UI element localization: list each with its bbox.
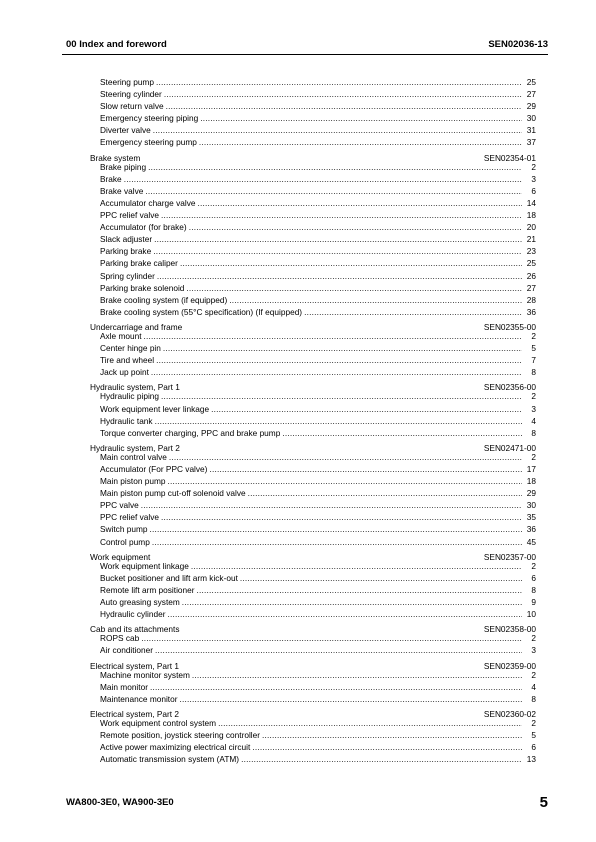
toc-dot-leader bbox=[182, 596, 522, 608]
toc-dot-leader bbox=[152, 536, 522, 548]
toc-section-title: Work equipment bbox=[90, 551, 151, 562]
toc-page-number: 29 bbox=[526, 488, 536, 499]
toc-dot-leader bbox=[229, 294, 522, 306]
toc-item-row bbox=[90, 342, 536, 354]
toc-item-row bbox=[90, 669, 536, 681]
toc-item-row bbox=[90, 632, 536, 644]
toc-page-number: 8 bbox=[531, 427, 536, 438]
toc-item-row bbox=[90, 475, 536, 487]
toc-page-number: 8 bbox=[531, 584, 536, 595]
toc-section-row bbox=[90, 149, 536, 161]
toc-dot-leader bbox=[184, 318, 482, 330]
toc-dot-leader bbox=[197, 197, 522, 209]
toc-dot-leader bbox=[161, 511, 522, 523]
toc-dot-leader bbox=[166, 100, 522, 112]
toc-item-title: Axle mount bbox=[100, 330, 142, 341]
toc-section-code: SEN02354-01 bbox=[483, 152, 536, 163]
toc-item-title: Emergency steering pump bbox=[100, 137, 197, 148]
toc-page-number: 2 bbox=[531, 560, 536, 571]
toc-page-number: 8 bbox=[531, 367, 536, 378]
toc-item-title: Active power maximizing electrical circuit bbox=[100, 742, 251, 753]
header-document-code: SEN02036-13 bbox=[488, 39, 548, 50]
toc-item-title: PPC relief valve bbox=[100, 512, 160, 523]
toc-page-number: 2 bbox=[531, 451, 536, 462]
toc-item-title: Brake piping bbox=[100, 161, 147, 172]
toc-section-row bbox=[90, 378, 536, 393]
toc-item-title: Remote lift arm positioner bbox=[100, 584, 195, 595]
toc-item-title: Diverter valve bbox=[100, 125, 151, 136]
toc-item-row bbox=[90, 596, 536, 608]
toc-dot-leader bbox=[168, 475, 523, 487]
toc-item-title: Brake bbox=[100, 173, 122, 184]
toc-dot-leader bbox=[199, 136, 522, 148]
toc-item-row bbox=[90, 511, 536, 523]
toc-dot-leader bbox=[154, 233, 522, 245]
toc-page-number: 13 bbox=[526, 754, 536, 765]
toc-dot-leader bbox=[164, 88, 522, 100]
toc-dot-leader bbox=[304, 306, 522, 318]
table-of-contents bbox=[90, 76, 536, 765]
toc-page-number: 20 bbox=[526, 222, 536, 233]
toc-item-title: Hydraulic piping bbox=[100, 391, 160, 402]
toc-dot-leader bbox=[155, 415, 522, 427]
toc-dot-leader bbox=[191, 560, 522, 572]
toc-item-title: Accumulator (for brake) bbox=[100, 222, 187, 233]
toc-item-title: Work equipment lever linkage bbox=[100, 403, 210, 414]
toc-page-number: 30 bbox=[526, 500, 536, 511]
toc-dot-leader bbox=[241, 753, 522, 765]
toc-dot-leader bbox=[152, 548, 482, 560]
toc-dot-leader bbox=[181, 657, 482, 669]
page-footer bbox=[62, 794, 548, 814]
toc-item-title: Jack up point bbox=[100, 367, 149, 378]
toc-item-row bbox=[90, 306, 536, 318]
toc-item-title: Brake cooling system (if equipped) bbox=[100, 294, 228, 305]
toc-item-title: Torque converter charging, PPC and brake pump bbox=[100, 427, 281, 438]
toc-item-row bbox=[90, 330, 536, 342]
toc-item-row bbox=[90, 560, 536, 572]
toc-page-number: 36 bbox=[526, 306, 536, 317]
toc-dot-leader bbox=[124, 173, 522, 185]
toc-item-title: Hydraulic tank bbox=[100, 415, 153, 426]
toc-dot-leader bbox=[186, 282, 522, 294]
toc-item-title: PPC relief valve bbox=[100, 210, 160, 221]
toc-page-number: 3 bbox=[531, 403, 536, 414]
toc-dot-leader bbox=[148, 161, 522, 173]
toc-item-title: Parking brake caliper bbox=[100, 258, 178, 269]
toc-item-title: Parking brake bbox=[100, 246, 152, 257]
toc-item-title: Automatic transmission system (ATM) bbox=[100, 754, 240, 765]
toc-page-number: 30 bbox=[526, 113, 536, 124]
toc-item-row bbox=[90, 729, 536, 741]
toc-dot-leader bbox=[192, 669, 522, 681]
toc-page-number: 5 bbox=[531, 343, 536, 354]
toc-page-number: 3 bbox=[531, 645, 536, 656]
toc-dot-leader bbox=[153, 124, 522, 136]
toc-item-row bbox=[90, 415, 536, 427]
toc-section-row bbox=[90, 318, 536, 330]
toc-item-title: Work equipment control system bbox=[100, 717, 217, 728]
toc-item-row bbox=[90, 112, 536, 124]
toc-dot-leader bbox=[142, 149, 482, 161]
toc-dot-leader bbox=[182, 378, 482, 390]
toc-item-title: Hydraulic cylinder bbox=[100, 609, 166, 620]
toc-item-row bbox=[90, 185, 536, 197]
toc-section-title: Electrical system, Part 1 bbox=[90, 660, 179, 671]
toc-item-title: Main piston pump bbox=[100, 476, 166, 487]
toc-item-title: Slow return valve bbox=[100, 101, 164, 112]
header-section-title: 00 Index and foreword bbox=[66, 39, 167, 50]
toc-item-title: Work equipment linkage bbox=[100, 560, 189, 571]
toc-page-number: 7 bbox=[531, 355, 536, 366]
toc-page-number: 18 bbox=[526, 476, 536, 487]
toc-section-title: Cab and its attachments bbox=[90, 624, 180, 635]
toc-item-row bbox=[90, 523, 536, 535]
toc-dot-leader bbox=[167, 608, 522, 620]
toc-item-row bbox=[90, 572, 536, 584]
toc-page-number: 31 bbox=[526, 125, 536, 136]
toc-item-row bbox=[90, 499, 536, 511]
toc-item-title: Emergency steering piping bbox=[100, 113, 199, 124]
toc-item-row bbox=[90, 644, 536, 656]
toc-page-number: 2 bbox=[531, 161, 536, 172]
toc-item-title: Switch pump bbox=[100, 524, 148, 535]
toc-item-row bbox=[90, 221, 536, 233]
toc-page-number: 17 bbox=[526, 464, 536, 474]
toc-item-title: Brake valve bbox=[100, 185, 144, 196]
toc-dot-leader bbox=[145, 185, 522, 197]
toc-page-number: 2 bbox=[531, 330, 536, 341]
toc-page-number: 4 bbox=[531, 681, 536, 692]
toc-item-row bbox=[90, 487, 536, 499]
toc-dot-leader bbox=[153, 245, 522, 257]
toc-section-code: SEN02471-00 bbox=[483, 442, 536, 453]
toc-page-number: 2 bbox=[531, 717, 536, 728]
toc-item-row bbox=[90, 257, 536, 269]
toc-item-title: Main monitor bbox=[100, 681, 148, 692]
toc-dot-leader bbox=[161, 209, 522, 221]
toc-dot-leader bbox=[209, 463, 522, 475]
toc-item-title: Main control valve bbox=[100, 451, 167, 462]
toc-page-number: 37 bbox=[526, 137, 536, 148]
toc-dot-leader bbox=[248, 487, 522, 499]
toc-dot-leader bbox=[197, 584, 522, 596]
toc-dot-leader bbox=[240, 572, 522, 584]
toc-item-title: Bucket positioner and lift arm kick-out bbox=[100, 572, 238, 583]
toc-dot-leader bbox=[182, 439, 482, 451]
toc-page-number: 27 bbox=[526, 282, 536, 293]
toc-item-title: Main piston pump cut-off solenoid valve bbox=[100, 488, 246, 499]
toc-page-number: 8 bbox=[531, 693, 536, 704]
toc-item-title: Steering cylinder bbox=[100, 89, 162, 100]
toc-item-row bbox=[90, 282, 536, 294]
toc-dot-leader bbox=[141, 632, 522, 644]
toc-section-code: SEN02358-00 bbox=[483, 624, 536, 635]
toc-item-row bbox=[90, 161, 536, 173]
toc-item-row bbox=[90, 100, 536, 112]
toc-item-title: Parking brake solenoid bbox=[100, 282, 185, 293]
toc-item-row bbox=[90, 136, 536, 148]
toc-page-number: 5 bbox=[531, 730, 536, 741]
toc-dot-leader bbox=[156, 354, 522, 366]
toc-page-number: 35 bbox=[526, 512, 536, 523]
footer-model-name: WA800-3E0, WA900-3E0 bbox=[66, 797, 174, 808]
toc-item-title: Spring cylinder bbox=[100, 270, 155, 281]
toc-page-number: 28 bbox=[526, 294, 536, 305]
toc-page-number: 21 bbox=[526, 234, 536, 245]
toc-item-row bbox=[90, 209, 536, 221]
toc-section-title: Brake system bbox=[90, 152, 141, 163]
toc-item-row bbox=[90, 693, 536, 705]
toc-item-row bbox=[90, 463, 536, 475]
toc-dot-leader bbox=[262, 729, 522, 741]
toc-item-title: Center hinge pin bbox=[100, 343, 161, 354]
toc-item-title: ROPS cab bbox=[100, 633, 140, 644]
toc-item-title: PPC valve bbox=[100, 500, 139, 511]
toc-page-number: 2 bbox=[531, 633, 536, 644]
toc-dot-leader bbox=[144, 330, 522, 342]
toc-dot-leader bbox=[151, 366, 522, 378]
toc-item-title: Maintenance monitor bbox=[100, 693, 178, 704]
toc-page-number: 2 bbox=[531, 391, 536, 402]
toc-dot-leader bbox=[181, 705, 482, 717]
toc-dot-leader bbox=[252, 741, 522, 753]
toc-dot-leader bbox=[179, 693, 522, 705]
toc-dot-leader bbox=[181, 620, 481, 632]
toc-item-row bbox=[90, 427, 536, 439]
toc-page-number: 2 bbox=[531, 669, 536, 680]
toc-item-row bbox=[90, 390, 536, 402]
toc-section-code: SEN02360-02 bbox=[483, 708, 536, 719]
toc-item-row bbox=[90, 536, 536, 548]
toc-item-row bbox=[90, 245, 536, 257]
toc-item-row bbox=[90, 233, 536, 245]
toc-section-code: SEN02359-00 bbox=[483, 660, 536, 671]
toc-dot-leader bbox=[156, 76, 522, 88]
toc-section-title: Electrical system, Part 2 bbox=[90, 708, 179, 719]
toc-item-title: Air conditioner bbox=[100, 645, 154, 656]
page-header bbox=[62, 39, 548, 53]
toc-page-number: 14 bbox=[526, 197, 536, 208]
toc-page-number: 4 bbox=[531, 415, 536, 426]
toc-item-row bbox=[90, 717, 536, 729]
toc-item-row bbox=[90, 753, 536, 765]
toc-section-code: SEN02357-00 bbox=[483, 551, 536, 562]
toc-page-number: 26 bbox=[526, 270, 536, 281]
toc-item-row bbox=[90, 366, 536, 378]
toc-section-row bbox=[90, 439, 536, 451]
toc-item-title: Steering pump bbox=[100, 77, 154, 87]
toc-page-number: 3 bbox=[531, 173, 536, 184]
toc-item-title: Accumulator (For PPC valve) bbox=[100, 464, 208, 474]
toc-item-title: Remote position, joystick steering controller bbox=[100, 730, 261, 741]
toc-item-title: Slack adjuster bbox=[100, 234, 153, 245]
toc-dot-leader bbox=[150, 681, 522, 693]
toc-dot-leader bbox=[169, 451, 522, 463]
toc-item-title: Machine monitor system bbox=[100, 669, 190, 680]
toc-item-row bbox=[90, 741, 536, 753]
toc-page-number: 18 bbox=[526, 210, 536, 221]
toc-dot-leader bbox=[141, 499, 522, 511]
toc-section-row bbox=[90, 657, 536, 669]
toc-item-row bbox=[90, 270, 536, 282]
toc-item-title: Control pump bbox=[100, 536, 150, 547]
toc-page-number: 25 bbox=[526, 258, 536, 269]
toc-section-title: Hydraulic system, Part 2 bbox=[90, 442, 180, 453]
toc-dot-leader bbox=[157, 270, 522, 282]
toc-section-row bbox=[90, 548, 536, 560]
toc-item-row bbox=[90, 681, 536, 693]
toc-page-number: 36 bbox=[526, 524, 536, 535]
toc-item-row bbox=[90, 173, 536, 185]
toc-item-row bbox=[90, 76, 536, 88]
toc-dot-leader bbox=[200, 112, 522, 124]
toc-item-title: Brake cooling system (55°C specification) (If equipped) bbox=[100, 306, 303, 317]
toc-item-row bbox=[90, 88, 536, 100]
toc-item-row bbox=[90, 197, 536, 209]
toc-item-row bbox=[90, 584, 536, 596]
toc-item-title: Accumulator charge valve bbox=[100, 197, 196, 208]
toc-dot-leader bbox=[155, 644, 522, 656]
toc-item-title: Auto greasing system bbox=[100, 597, 180, 608]
toc-section-code: SEN02355-00 bbox=[483, 321, 536, 332]
toc-section-code: SEN02356-00 bbox=[483, 382, 536, 393]
toc-page-number: 25 bbox=[526, 77, 536, 87]
toc-page-number: 10 bbox=[526, 609, 536, 620]
toc-section-title: Undercarriage and frame bbox=[90, 321, 183, 332]
toc-dot-leader bbox=[189, 221, 522, 233]
toc-item-row bbox=[90, 124, 536, 136]
toc-page-number: 9 bbox=[531, 597, 536, 608]
toc-item-row bbox=[90, 451, 536, 463]
toc-dot-leader bbox=[150, 523, 523, 535]
toc-dot-leader bbox=[218, 717, 522, 729]
toc-dot-leader bbox=[282, 427, 522, 439]
toc-dot-leader bbox=[180, 257, 522, 269]
toc-page-number: 6 bbox=[531, 742, 536, 753]
toc-page-number: 23 bbox=[526, 246, 536, 257]
toc-item-row bbox=[90, 403, 536, 415]
page-number: 5 bbox=[539, 794, 548, 811]
toc-page-number: 6 bbox=[531, 572, 536, 583]
toc-dot-leader bbox=[211, 403, 522, 415]
toc-page-number: 27 bbox=[526, 89, 536, 100]
toc-section-row bbox=[90, 705, 536, 717]
header-rule bbox=[62, 54, 548, 55]
toc-item-row bbox=[90, 608, 536, 620]
toc-page-number: 45 bbox=[526, 536, 536, 547]
toc-section-title: Hydraulic system, Part 1 bbox=[90, 382, 180, 393]
toc-item-row bbox=[90, 294, 536, 306]
toc-page-number: 6 bbox=[531, 185, 536, 196]
toc-dot-leader bbox=[161, 390, 522, 402]
toc-section-row bbox=[90, 620, 536, 635]
toc-item-title: Tire and wheel bbox=[100, 355, 155, 366]
toc-dot-leader bbox=[163, 342, 522, 354]
toc-page-number: 29 bbox=[526, 101, 536, 112]
toc-item-row bbox=[90, 354, 536, 366]
